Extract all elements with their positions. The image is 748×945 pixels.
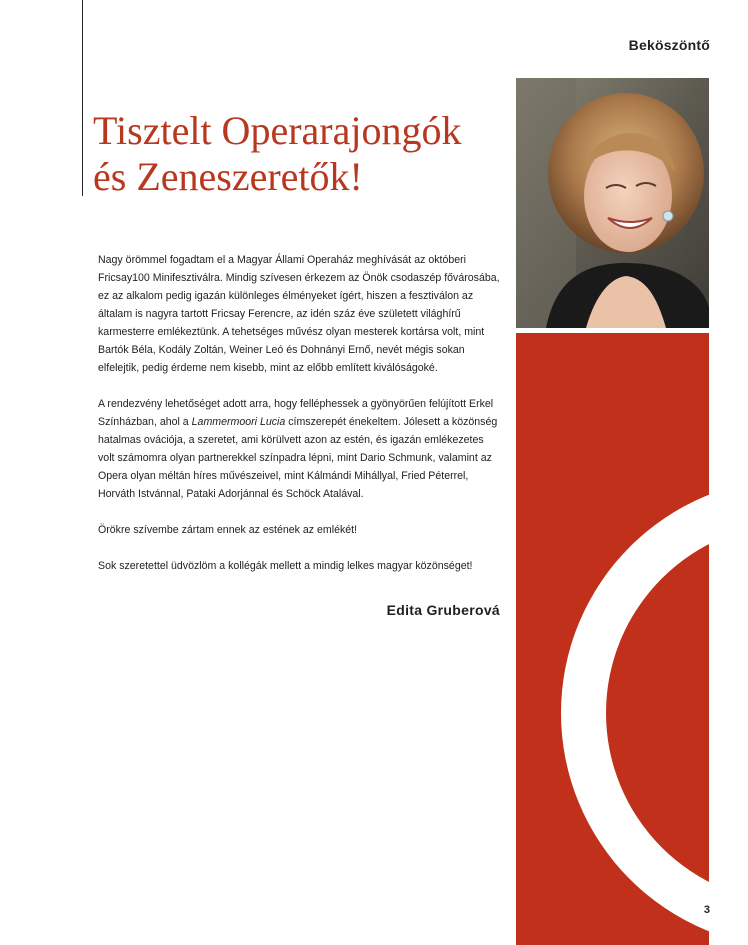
paragraph-2 [98,395,500,503]
decorative-panel [516,333,709,945]
letter-body [98,251,500,593]
signature: Edita Gruberová [386,602,500,618]
page-title [93,108,513,200]
paragraph-2-end: címszerepét énekeltem. Jólesett a közönség hatalmas ovációja, a szeretet, ami körülvett azon az estén, és igazán emlékezetes volt számomra olyan partnerekkel színpadra lépni, mint Dario Schmunk, valamint az Opera olyan méltán híres művészeivel, mint Kálmándi Mihállyal, Fried Péterrel, Horváth Istvánnal, Pataki Adorjánnal és Schöck Atalával. [98,416,498,500]
section-label: Beköszöntő [628,37,710,53]
portrait-illustration [516,78,709,328]
opera-title: Lammermoori Lucia [191,416,286,428]
page-number: 3 [703,904,710,916]
paragraph-4: Sok szeretettel üdvözlöm a kollégák mellett a mindig lelkes magyar közönséget! [98,560,473,572]
title-line-2: és Zeneszeretők! [93,154,363,199]
portrait-photo [516,78,709,328]
vertical-rule [82,0,83,196]
paragraph-2-start: A rendezvény lehetőséget adott arra, hogy felléphessek a gyönyörűen felújított Erkel Színházban, ahol a [98,398,494,428]
title-line-1: Tisztelt Operarajongók [93,108,462,153]
paragraph-3: Örökre szívembe zártam ennek az estének az emlékét! [98,524,358,536]
paragraph-1: Nagy örömmel fogadtam el a Magyar Állami Operaház meghívását az októberi Fricsay100 Minifesztiválra. Mindig szívesen érkezem az Önök csodaszép fővárosába, ez az alkalom pedig igazán különleges élményeket ígért, hiszen a fesztiválon az általam is nagyra tartott Fricsay Ferencre, az idén száz éve született világhírű karmesterre emlékeztünk. A tehetséges művész olyan mesterek kortársa volt, mint Bartók Béla, Kodály Zoltán, Weiner Leó és Dohnányi Ernő, nevét mégis sokan elfelejtik, pedig érdeme nem kisebb, mint az előbb említett kiválóságoké. [98,254,500,374]
decorative-circle-graphic [516,333,709,945]
